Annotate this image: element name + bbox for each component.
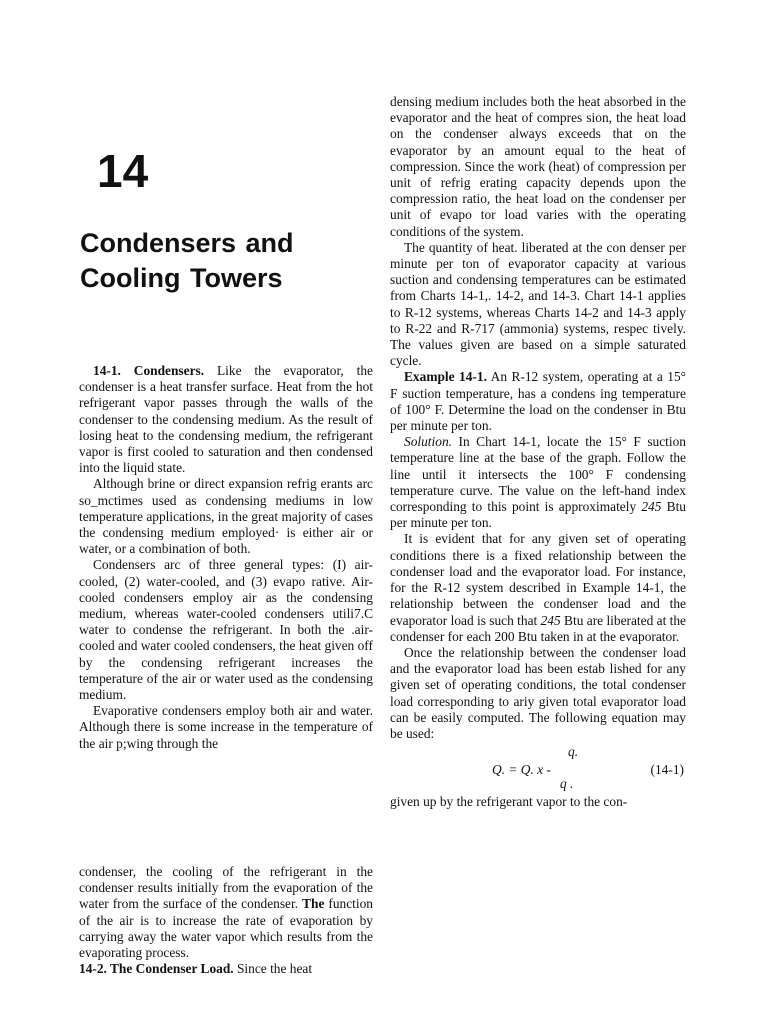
- equation-number: (14-1): [650, 762, 684, 778]
- paragraph-text: Btu are liberated at the condenser for each 200 Btu taken in at the evaporator.: [390, 612, 686, 644]
- bold-word: The: [302, 896, 325, 912]
- section-heading-14-1: 14-1. Condensers.: [93, 363, 205, 378]
- paragraph-text: Btu per minute per ton.: [390, 499, 686, 531]
- chapter-title-line-2: Cooling Towers: [80, 263, 283, 293]
- paragraph-evaporation-continued: [79, 864, 373, 961]
- equation-14-1: [390, 744, 686, 794]
- section-heading-14-2: 14-2. The Condenser Load.: [79, 961, 234, 977]
- chapter-title: [80, 226, 380, 296]
- paragraph-equation-intro: Once the relationship between the condenser load and the evaporator load has been estab lished for any given set of operating conditions, the total condenser load corresponding to ariy given total evaporator load can be easily computed. The following equation may be used:: [390, 644, 686, 741]
- paragraph-condensing-mediums: Although brine or direct expansion refrig erants arc so_mctimes used as condensing mediums in low temperature applications, in the great majority of cases the condensing medium employed· is either air or water, or a combination of both.: [79, 476, 373, 557]
- paragraph-text: It is evident that for any given set of operating conditions there is a fixed relationship between the condenser load and the evaporator load. For instance, for the R-12 system described in Example 14-1, the relationship between the condenser load and the evaporator load is such that: [390, 531, 686, 628]
- chapter-title-line-1: Condensers and: [80, 228, 294, 258]
- paragraph-charts: The quantity of heat. liberated at the con denser per minute per ton of evaporator capacity at various suction and condensing temperatures can be estimated from Charts 14-1,. 14-2, and 14-3. Chart 14-1 applies to R-12 systems, whereas Charts 14-2 and 14-3 apply to R-22 and R-717 (ammonia) systems, respec tively. The values given are based on a simple saturated cycle.: [390, 239, 686, 369]
- example-heading: Example 14-1.: [404, 369, 487, 385]
- paragraph-text: Since the heat: [233, 961, 313, 977]
- paragraph-text: In Chart 14-1, locate the 15° F suction temperature line at the base of the graph. Follow the line until it intersects the 100° F condensing temperature curve. The value on the left-hand index corresponding to this point is approximately: [390, 434, 686, 515]
- paragraph-condenser-types: Condensers arc of three general types: (I) air-cooled, (2) water-cooled, and (3) evapo rative. Air-cooled condensers employ air as the condensing medium, whereas water-cooled condensers utili7.C water to condense the refrigerant. In both the .air-cooled and water cooled condensers, the heat given off by the condensing refrigerant increases the temperature of the air or water used as the condensing medium.: [79, 557, 373, 703]
- equation-numerator: q.: [568, 744, 579, 760]
- solution-value: 245: [641, 499, 662, 515]
- paragraph-solution: [390, 434, 686, 531]
- paragraph-example-14-1: [390, 369, 686, 434]
- left-column-bottom: [79, 864, 373, 977]
- paragraph-text: Like the evaporator, the condenser is a heat transfer surface. Heat from the hot refrigerant vapor passes through the walls of the condenser to the condensing medium. As the result of losing heat to the condensing medium, the refrigerant vapor is first cooled to saturation and then condensed into the liquid state.: [79, 363, 373, 476]
- paragraph-text: function of the air is to increase the rate of evaporation by carrying away the water vapor which results from the evaporating process.: [79, 896, 373, 961]
- paragraph-fixed-relationship: [390, 531, 686, 644]
- left-column-top: [79, 363, 373, 752]
- paragraph-heat-of-compression: densing medium includes both the heat absorbed in the evaporator and the heat of compres sion, the heat load on the condenser always exceeds that on the evaporator by an amount equal to the heat of compression. Since the work (heat) of compression per unit of refrig erating capacity depends upon the compression ratio, the heat load on the condenser per unit of evapo tor load varies with the operating conditions of the system.: [390, 94, 686, 239]
- paragraph-condenser-load: [79, 961, 373, 977]
- paragraph-text: An R-12 system, operating at a 15° F suction temperature, has a condens ing temperature of 100° F. Determine the load on the condenser in Btu per minute per ton.: [390, 369, 686, 434]
- paragraph-continued: given up by the refrigerant vapor to the con-: [390, 794, 628, 810]
- chapter-number: 14: [97, 145, 149, 197]
- right-column: [390, 94, 686, 810]
- paragraph-text: condenser, the cooling of the refrigerant in the condenser results initially from the evaporation of the water from the surface of the condenser.: [79, 864, 373, 912]
- equation-denominator: q .: [560, 776, 574, 792]
- equation-main: Q. = Q. x -: [492, 762, 551, 778]
- relationship-value: 245: [540, 612, 561, 628]
- paragraph-evaporative-condensers: Evaporative condensers employ both air and water. Although there is some increase in the temperature of the air p;wing through the: [79, 703, 373, 751]
- solution-label: Solution.: [404, 434, 452, 450]
- paragraph-condensers: [79, 363, 373, 476]
